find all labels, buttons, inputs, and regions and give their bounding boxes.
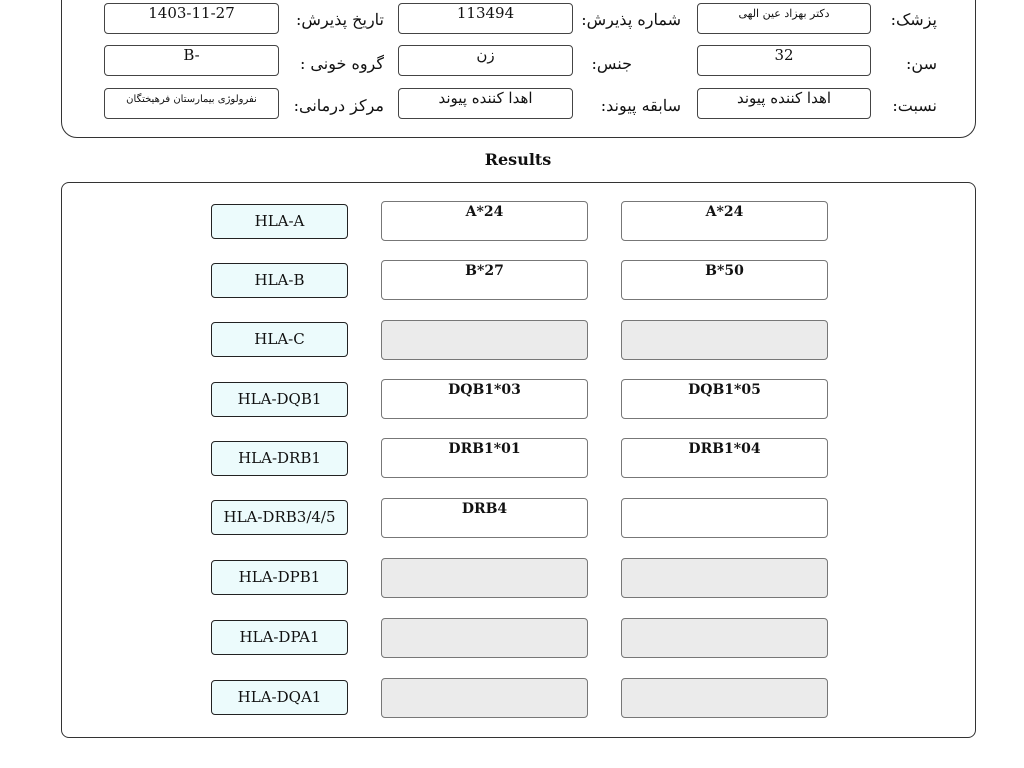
transplant-history-field: اهدا کننده پیوند <box>398 88 573 119</box>
transplant-history-label: سابقه پیوند: <box>600 96 681 115</box>
locus-hla-a: HLA-A <box>211 204 348 239</box>
allele2-hla-a: A*24 <box>621 201 828 241</box>
allele1-hla-dpa1 <box>381 618 588 658</box>
sex-field: زن <box>398 45 573 76</box>
locus-hla-drb345: HLA-DRB3/4/5 <box>211 500 348 535</box>
locus-hla-drb1: HLA-DRB1 <box>211 441 348 476</box>
locus-hla-dqa1: HLA-DQA1 <box>211 680 348 715</box>
admission-date-label: تاریخ پذیرش: <box>296 10 384 29</box>
allele1-hla-b: B*27 <box>381 260 588 300</box>
admission-number-field: 113494 <box>398 3 573 34</box>
allele1-hla-dqa1 <box>381 678 588 718</box>
locus-hla-dpb1: HLA-DPB1 <box>211 560 348 595</box>
locus-hla-c: HLA-C <box>211 322 348 357</box>
locus-hla-dpa1: HLA-DPA1 <box>211 620 348 655</box>
allele1-hla-dqb1: DQB1*03 <box>381 379 588 419</box>
allele2-hla-c <box>621 320 828 360</box>
allele2-hla-drb345 <box>621 498 828 538</box>
physician-field: دکتر بهزاد عین الهی <box>697 3 871 34</box>
admission-date-field: 1403-11-27 <box>104 3 279 34</box>
age-field: 32 <box>697 45 871 76</box>
blood-group-label: گروه خونی : <box>299 54 384 73</box>
allele1-hla-dpb1 <box>381 558 588 598</box>
relation-label: نسبت: <box>892 96 937 115</box>
allele2-hla-dpa1 <box>621 618 828 658</box>
allele1-hla-c <box>381 320 588 360</box>
allele1-hla-drb1: DRB1*01 <box>381 438 588 478</box>
admission-number-label: شماره پذیرش: <box>581 10 681 29</box>
locus-hla-dqb1: HLA-DQB1 <box>211 382 348 417</box>
relation-field: اهدا کننده پیوند <box>697 88 871 119</box>
results-title: Results <box>484 150 552 169</box>
blood-group-field: B- <box>104 45 279 76</box>
sex-label: جنس: <box>591 54 632 73</box>
allele2-hla-drb1: DRB1*04 <box>621 438 828 478</box>
allele1-hla-drb345: DRB4 <box>381 498 588 538</box>
locus-hla-b: HLA-B <box>211 263 348 298</box>
physician-label: پزشک: <box>890 10 937 29</box>
allele1-hla-a: A*24 <box>381 201 588 241</box>
treatment-center-label: مرکز درمانی: <box>293 96 384 115</box>
allele2-hla-dpb1 <box>621 558 828 598</box>
treatment-center-field: نفرولوژی بیمارستان فرهیختگان <box>104 88 279 119</box>
allele2-hla-dqa1 <box>621 678 828 718</box>
allele2-hla-b: B*50 <box>621 260 828 300</box>
allele2-hla-dqb1: DQB1*05 <box>621 379 828 419</box>
age-label: سن: <box>906 54 937 73</box>
